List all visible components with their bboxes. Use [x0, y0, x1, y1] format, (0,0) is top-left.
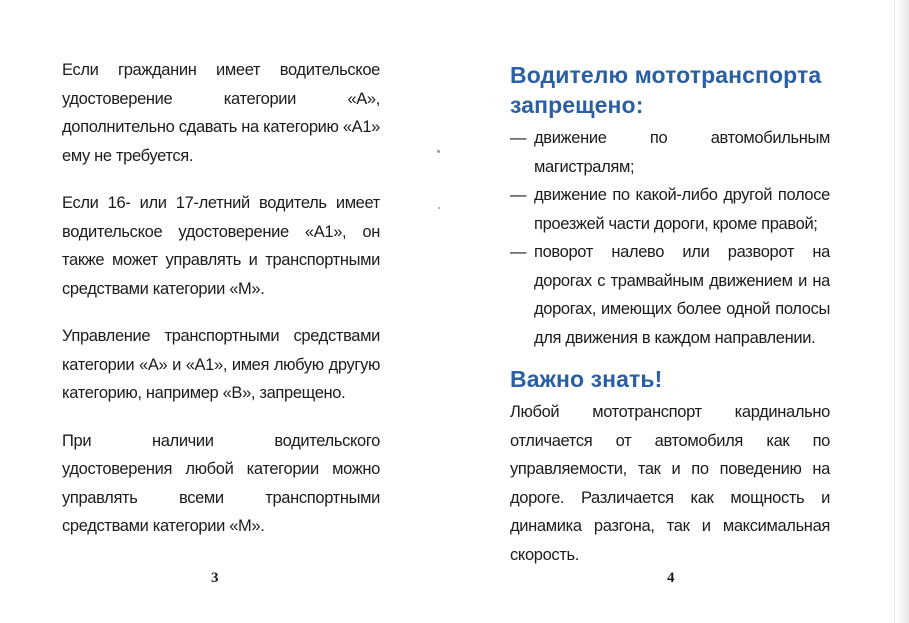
dash-bullet: — — [510, 186, 527, 204]
list-item-text: движение по какой-либо другой полосе проезжей части дороги, кроме правой; — [534, 186, 830, 233]
left-page — [0, 0, 440, 623]
dash-bullet: — — [510, 129, 527, 147]
right-page — [440, 0, 895, 623]
paragraph-license-a: Если гражданин имеет водительское удостоверение категории «А», дополнительно сдавать на категорию «А1» ему не требуется. — [62, 61, 380, 165]
list-item — [510, 124, 830, 181]
heading-important: Важно знать! — [510, 366, 663, 392]
page-number-right: 4 — [667, 570, 675, 586]
list-item — [510, 238, 830, 352]
page-edge-shadow — [894, 0, 909, 623]
list-item-text: поворот налево или разворот на дорогах с трамвайным движением и на дорогах, имеющих более одной полосы для движения в каждом направлении. — [534, 243, 830, 347]
heading-prohibited: Водителю мототранспорта запрещено: — [510, 62, 822, 118]
prohibited-list — [510, 124, 830, 352]
paragraph-category-m: При наличии водительского удостоверения любой категории можно управлять всеми транспортными средствами категории «М». — [62, 431, 380, 535]
page-number-left: 3 — [211, 570, 219, 586]
paragraph-prohibited-categories: Управление транспортными средствами категории «А» и «А1», имея любую другую категорию, например «В», запрещено. — [62, 327, 380, 402]
right-page-text — [510, 60, 830, 569]
paragraph-young-driver: Если 16- или 17-летний водитель имеет водительское удостоверение «А1», он также может управлять и транспортными средствами категории «М». — [62, 194, 380, 298]
list-item-text: движение по автомобильным магистралям; — [534, 129, 830, 176]
list-item — [510, 181, 830, 238]
paragraph-important: Любой мототранспорт кардинально отличается от автомобиля как по управляемости, так и по поведению на дороге. Различается как мощность и динамика разгона, так и максимальная скорость. — [510, 403, 830, 564]
dash-bullet: — — [510, 243, 527, 261]
left-page-text — [62, 56, 380, 560]
